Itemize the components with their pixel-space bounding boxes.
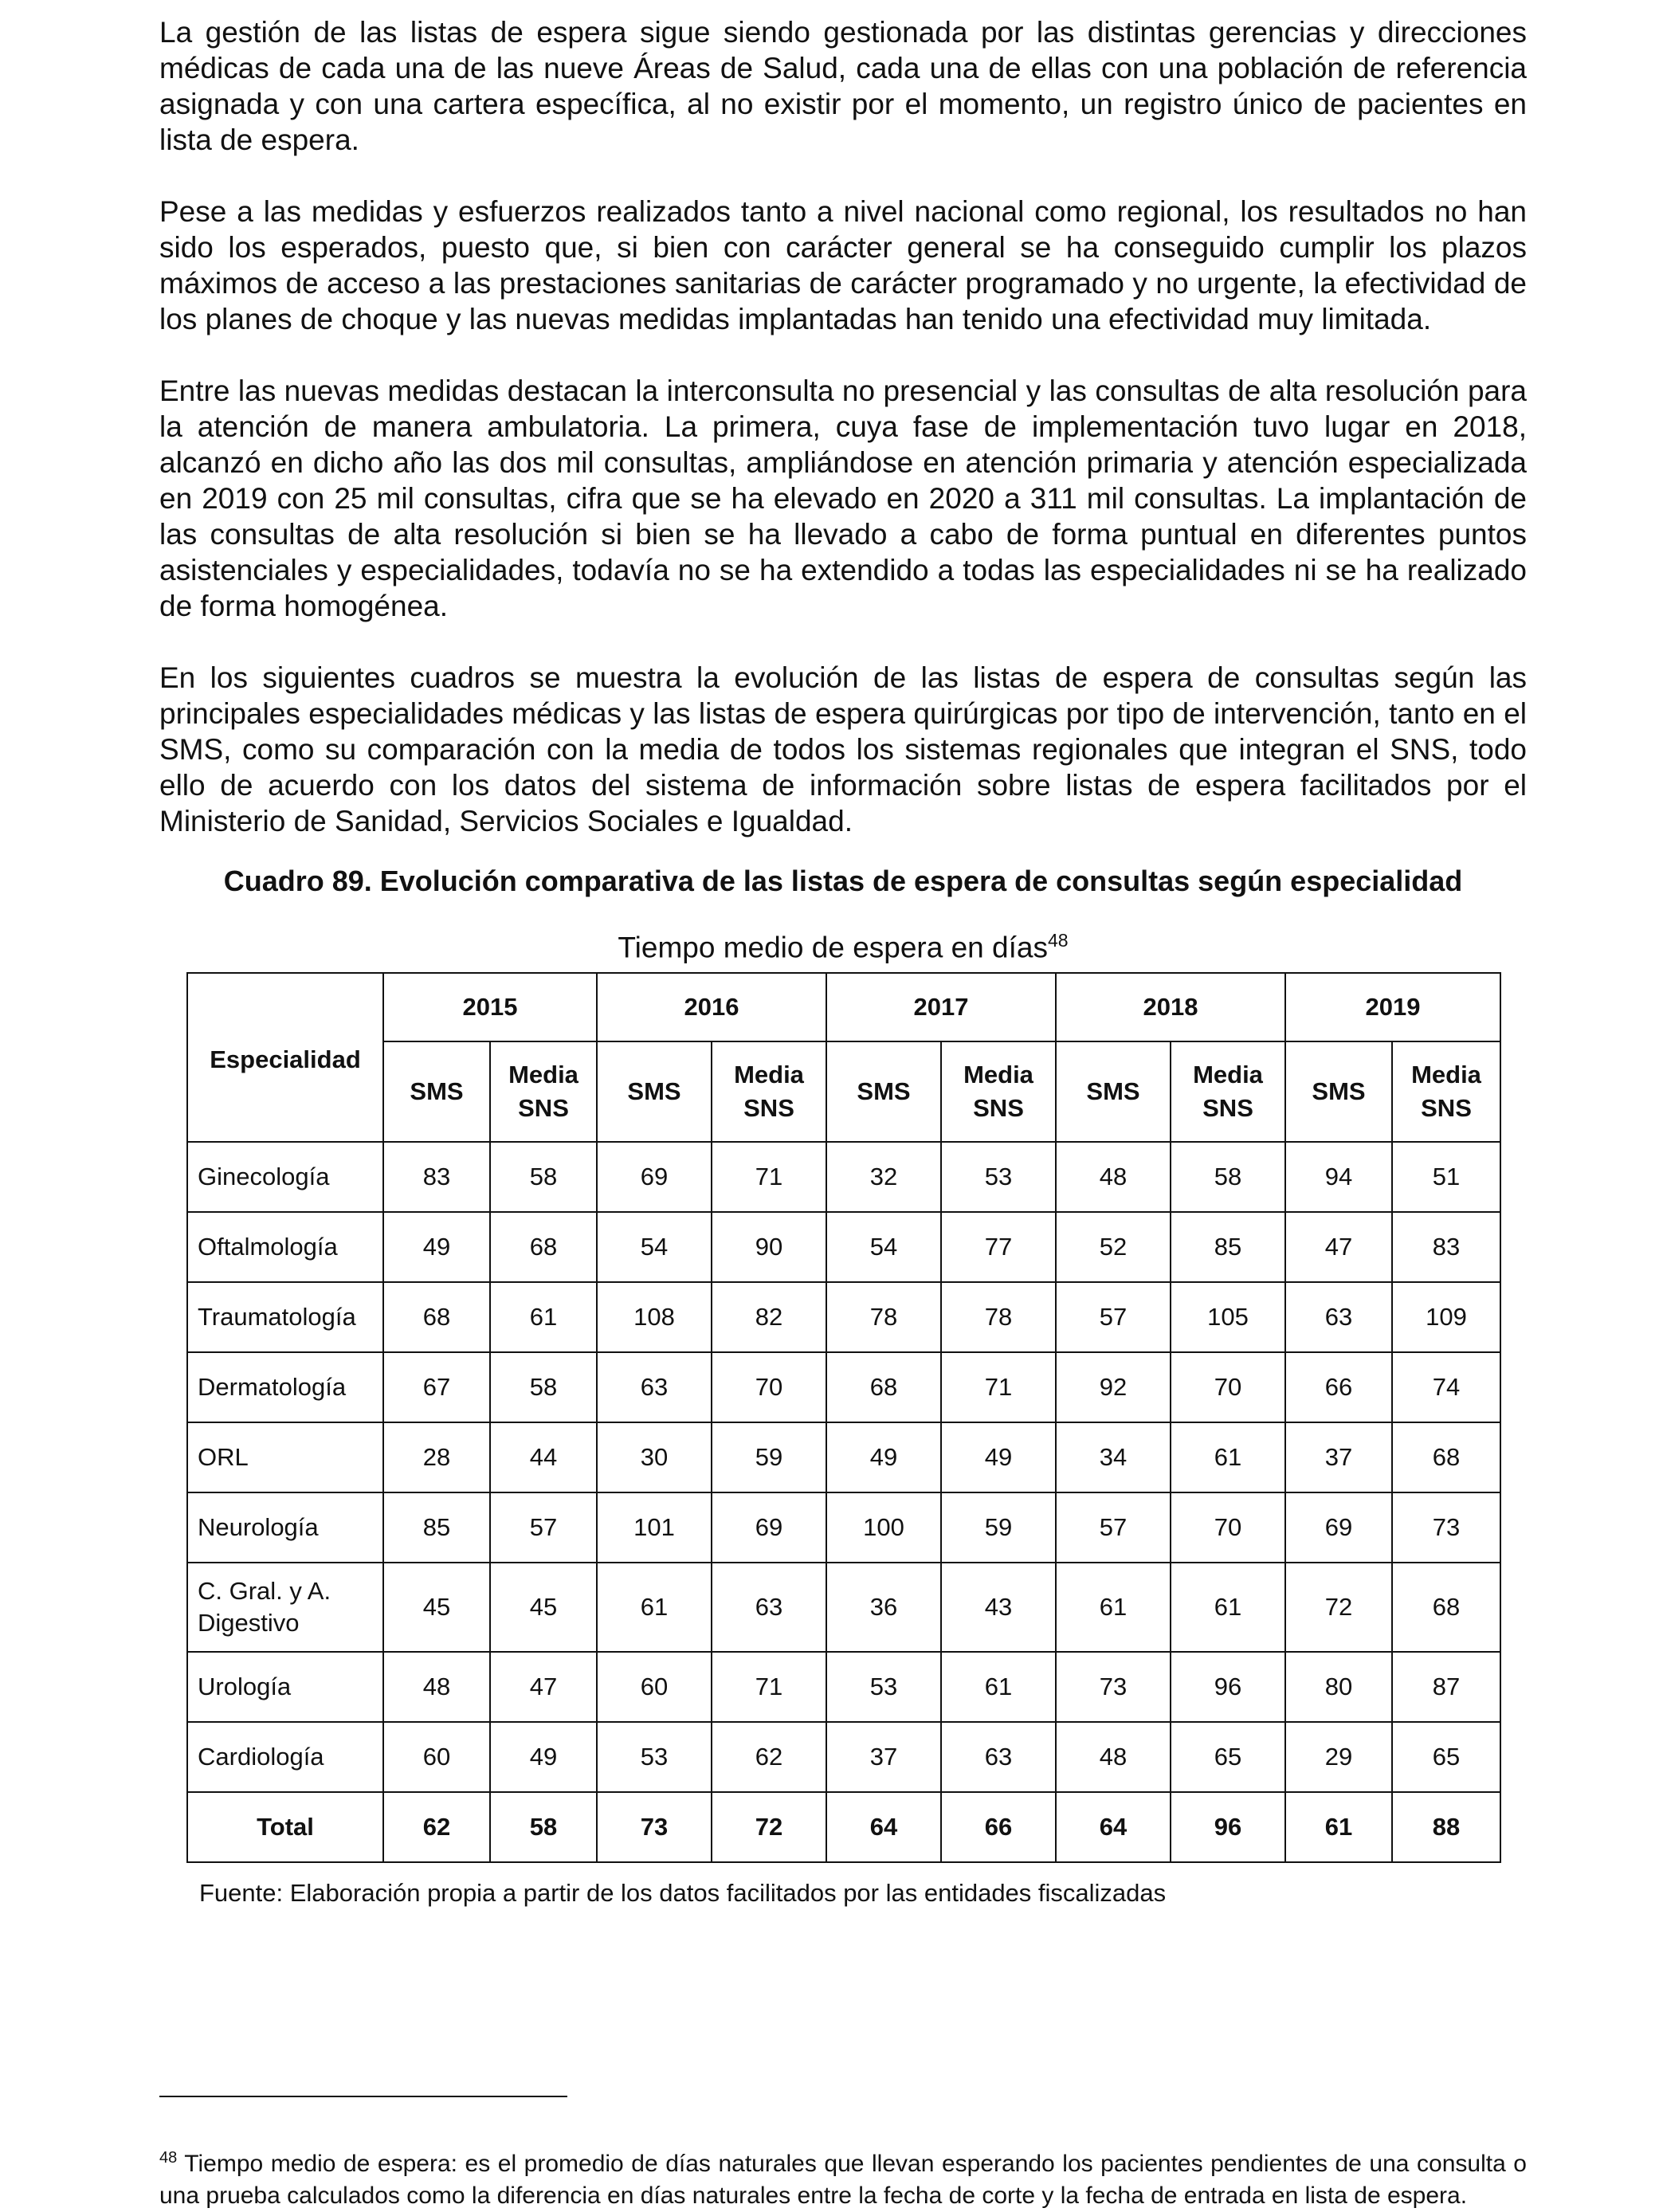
sms-value: 47 xyxy=(1285,1212,1392,1282)
specialty-name xyxy=(187,1352,383,1422)
sms-value: 60 xyxy=(383,1722,490,1792)
sms-header: SMS xyxy=(597,1041,712,1142)
media-sns-value: 74 xyxy=(1392,1352,1500,1422)
specialty-name xyxy=(187,1282,383,1352)
media-sns-value: 59 xyxy=(712,1422,826,1492)
specialty-name xyxy=(187,1142,383,1212)
sms-value: 108 xyxy=(597,1282,712,1352)
year-header: 2015 xyxy=(383,973,597,1041)
sms-value: 63 xyxy=(1285,1282,1392,1352)
sms-header: SMS xyxy=(1285,1041,1392,1142)
sms-value: 37 xyxy=(1285,1422,1392,1492)
media-sns-header xyxy=(712,1041,826,1142)
paragraph-1: La gestión de las listas de espera sigue siendo gestionada por las distintas gerencias y direcciones médicas de cada una de las nueve Áreas de Salud, cada una de ellas con una población de referencia asignada y con una cartera específica, al no existir por el momento, un registro único de pacientes en lista de espera. xyxy=(159,16,1527,156)
media-sns-value: 66 xyxy=(941,1792,1056,1862)
sns-label: SNS xyxy=(743,1094,794,1123)
sms-value: 64 xyxy=(1056,1792,1171,1862)
sms-value: 48 xyxy=(383,1652,490,1722)
specialty-label: Oftalmología xyxy=(198,1233,338,1261)
media-sns-value: 58 xyxy=(490,1142,597,1212)
paragraph-3: Entre las nuevas medidas destacan la interconsulta no presencial y las consultas de alta resolución para la atención de manera ambulatoria. La primera, cuya fase de implementación tuvo lugar en 2018, alcanzó en dicho año las dos mil consultas, ampliándose en atención primaria y atención especializada en 2019 con 25 mil consultas, cifra que se ha elevado en 2020 a 311 mil consultas. La implantación de las consultas de alta resolución si bien se ha llevado a cabo de forma puntual en diferentes puntos asistenciales y especialidades, todavía no se ha extendido a todas las especialidades ni se ha realizado de forma homogénea. xyxy=(159,375,1527,622)
sms-value: 73 xyxy=(597,1792,712,1862)
table-row xyxy=(187,1722,1500,1792)
media-sns-value: 47 xyxy=(490,1652,597,1722)
document-page xyxy=(159,14,1527,1908)
sms-value: 61 xyxy=(1056,1563,1171,1652)
sms-value: 30 xyxy=(597,1422,712,1492)
sms-value: 37 xyxy=(826,1722,941,1792)
sms-value: 60 xyxy=(597,1652,712,1722)
table-row xyxy=(187,1492,1500,1563)
media-sns-value: 72 xyxy=(712,1792,826,1862)
sms-value: 66 xyxy=(1285,1352,1392,1422)
media-sns-value: 105 xyxy=(1171,1282,1285,1352)
sms-value: 69 xyxy=(597,1142,712,1212)
sns-label: SNS xyxy=(1202,1094,1253,1123)
footnote-number: 48 xyxy=(159,2149,178,2167)
specialty-label: Neurología xyxy=(198,1513,319,1542)
media-sns-value: 70 xyxy=(712,1352,826,1422)
media-sns-header xyxy=(1171,1041,1285,1142)
media-sns-value: 68 xyxy=(1392,1563,1500,1652)
specialty-label: ORL xyxy=(198,1443,249,1472)
sms-value: 53 xyxy=(597,1722,712,1792)
media-sns-value: 61 xyxy=(1171,1563,1285,1652)
sms-value: 69 xyxy=(1285,1492,1392,1563)
sms-value: 49 xyxy=(826,1422,941,1492)
media-sns-value: 88 xyxy=(1392,1792,1500,1862)
year-header: 2016 xyxy=(597,973,826,1041)
media-sns-value: 65 xyxy=(1392,1722,1500,1792)
media-sns-value: 77 xyxy=(941,1212,1056,1282)
sms-value: 101 xyxy=(597,1492,712,1563)
sms-value: 54 xyxy=(826,1212,941,1282)
specialty-label: Total xyxy=(257,1813,314,1841)
media-sns-value: 45 xyxy=(490,1563,597,1652)
media-sns-header xyxy=(490,1041,597,1142)
sms-value: 29 xyxy=(1285,1722,1392,1792)
sms-value: 61 xyxy=(1285,1792,1392,1862)
sms-value: 94 xyxy=(1285,1142,1392,1212)
sms-value: 85 xyxy=(383,1492,490,1563)
sms-value: 45 xyxy=(383,1563,490,1652)
media-sns-value: 71 xyxy=(712,1652,826,1722)
media-sns-value: 70 xyxy=(1171,1492,1285,1563)
sms-value: 83 xyxy=(383,1142,490,1212)
sms-value: 53 xyxy=(826,1652,941,1722)
specialty-name xyxy=(187,1722,383,1792)
year-header: 2017 xyxy=(826,973,1056,1041)
media-sns-value: 58 xyxy=(490,1352,597,1422)
specialty-label: Cardiología xyxy=(198,1743,324,1771)
media-sns-value: 71 xyxy=(941,1352,1056,1422)
sns-label: SNS xyxy=(973,1094,1024,1123)
media-sns-value: 63 xyxy=(941,1722,1056,1792)
media-sns-value: 96 xyxy=(1171,1792,1285,1862)
total-row xyxy=(187,1792,1500,1862)
sms-value: 63 xyxy=(597,1352,712,1422)
media-label: Media xyxy=(734,1061,804,1089)
sms-value: 32 xyxy=(826,1142,941,1212)
specialty-name xyxy=(187,1422,383,1492)
year-header: 2019 xyxy=(1285,973,1500,1041)
sms-header: SMS xyxy=(1056,1041,1171,1142)
specialty-label: Dermatología xyxy=(198,1373,347,1402)
sns-label: SNS xyxy=(518,1094,569,1123)
specialty-label: Ginecología xyxy=(198,1163,330,1191)
sms-value: 92 xyxy=(1056,1352,1171,1422)
table-caption: Cuadro 89. Evolución comparativa de las listas de espera de consultas según especialidad xyxy=(223,865,1463,897)
media-sns-value: 87 xyxy=(1392,1652,1500,1722)
year-header: 2018 xyxy=(1056,973,1285,1041)
media-label: Media xyxy=(1193,1061,1263,1089)
sms-value: 28 xyxy=(383,1422,490,1492)
sms-value: 54 xyxy=(597,1212,712,1282)
media-sns-value: 43 xyxy=(941,1563,1056,1652)
media-sns-value: 59 xyxy=(941,1492,1056,1563)
sms-value: 34 xyxy=(1056,1422,1171,1492)
footnote-separator xyxy=(159,2096,567,2097)
media-sns-value: 63 xyxy=(712,1563,826,1652)
specialty-label: C. Gral. y A. xyxy=(198,1577,331,1606)
waiting-list-table xyxy=(186,972,1501,1863)
specialty-label: Urología xyxy=(198,1673,292,1701)
media-sns-value: 69 xyxy=(712,1492,826,1563)
footnote-reference: 48 xyxy=(1047,930,1069,951)
table-body xyxy=(187,1142,1500,1862)
sms-value: 80 xyxy=(1285,1652,1392,1722)
sms-value: 62 xyxy=(383,1792,490,1862)
sms-value: 48 xyxy=(1056,1142,1171,1212)
specialty-name xyxy=(187,1652,383,1722)
sms-value: 57 xyxy=(1056,1282,1171,1352)
table-row xyxy=(187,1652,1500,1722)
sms-value: 61 xyxy=(597,1563,712,1652)
media-sns-value: 82 xyxy=(712,1282,826,1352)
media-sns-header xyxy=(941,1041,1056,1142)
media-sns-value: 53 xyxy=(941,1142,1056,1212)
media-label: Media xyxy=(508,1061,578,1089)
table-row xyxy=(187,1142,1500,1212)
media-sns-header xyxy=(1392,1041,1500,1142)
media-sns-value: 61 xyxy=(941,1652,1056,1722)
table-subtitle-text: Tiempo medio de espera en días xyxy=(618,931,1048,964)
paragraph-4: En los siguientes cuadros se muestra la evolución de las listas de espera de consultas según las principales especialidades médicas y las listas de espera quirúrgicas por tipo de intervención, tanto en el SMS, como su comparación con la media de todos los sistemas regionales que integran el SNS, todo ello de acuerdo con los datos del sistema de información sobre listas de espera facilitados por el Ministerio de Sanidad, Servicios Sociales e Igualdad. xyxy=(159,661,1527,837)
media-sns-value: 68 xyxy=(1392,1422,1500,1492)
media-label: Media xyxy=(963,1061,1033,1089)
sms-value: 68 xyxy=(383,1282,490,1352)
media-sns-value: 65 xyxy=(1171,1722,1285,1792)
specialty-name xyxy=(187,1563,383,1652)
media-sns-value: 58 xyxy=(490,1792,597,1862)
sms-value: 67 xyxy=(383,1352,490,1422)
sms-value: 36 xyxy=(826,1563,941,1652)
sms-value: 52 xyxy=(1056,1212,1171,1282)
media-sns-value: 57 xyxy=(490,1492,597,1563)
table-row xyxy=(187,1422,1500,1492)
media-sns-value: 49 xyxy=(490,1722,597,1792)
media-sns-value: 85 xyxy=(1171,1212,1285,1282)
table-row xyxy=(187,1282,1500,1352)
media-sns-value: 83 xyxy=(1392,1212,1500,1282)
media-sns-value: 61 xyxy=(490,1282,597,1352)
media-sns-value: 62 xyxy=(712,1722,826,1792)
table-source: Fuente: Elaboración propia a partir de los datos facilitados por las entidades fiscalizadas xyxy=(199,1879,1167,1908)
sms-value: 100 xyxy=(826,1492,941,1563)
media-sns-value: 44 xyxy=(490,1422,597,1492)
table-row xyxy=(187,1563,1500,1652)
media-sns-value: 90 xyxy=(712,1212,826,1282)
media-sns-value: 73 xyxy=(1392,1492,1500,1563)
table-row xyxy=(187,1352,1500,1422)
sms-value: 49 xyxy=(383,1212,490,1282)
media-label: Media xyxy=(1411,1061,1481,1089)
footnote-text: Tiempo medio de espera: es el promedio de días naturales que llevan esperando los pacientes pendientes de una consulta o una prueba calculados como la diferencia en días naturales entre la fecha de corte y la fecha de entrada en lista de espera. xyxy=(159,2151,1527,2209)
media-sns-value: 96 xyxy=(1171,1652,1285,1722)
sms-header: SMS xyxy=(826,1041,941,1142)
specialty-header: Especialidad xyxy=(187,973,383,1142)
sms-value: 48 xyxy=(1056,1722,1171,1792)
media-sns-value: 68 xyxy=(490,1212,597,1282)
specialty-label-line2: Digestivo xyxy=(198,1609,300,1637)
media-sns-value: 49 xyxy=(941,1422,1056,1492)
sub-header-row xyxy=(187,1041,1500,1142)
specialty-name xyxy=(187,1212,383,1282)
sns-label: SNS xyxy=(1421,1094,1472,1123)
specialty-name xyxy=(187,1792,383,1862)
media-sns-value: 61 xyxy=(1171,1422,1285,1492)
sms-value: 68 xyxy=(826,1352,941,1422)
sms-value: 78 xyxy=(826,1282,941,1352)
sms-value: 73 xyxy=(1056,1652,1171,1722)
sms-value: 57 xyxy=(1056,1492,1171,1563)
media-sns-value: 71 xyxy=(712,1142,826,1212)
specialty-label: Traumatología xyxy=(198,1303,356,1332)
media-sns-value: 58 xyxy=(1171,1142,1285,1212)
sms-value: 64 xyxy=(826,1792,941,1862)
table-subtitle xyxy=(159,922,1527,966)
media-sns-value: 70 xyxy=(1171,1352,1285,1422)
paragraph-2: Pese a las medidas y esfuerzos realizados tanto a nivel nacional como regional, los resultados no han sido los esperados, puesto que, si bien con carácter general se ha conseguido cumplir los plazos máximos de acceso a las prestaciones sanitarias de carácter programado y no urgente, la efectividad de los planes de choque y las nuevas medidas implantadas han tenido una efectividad muy limitada. xyxy=(159,195,1527,335)
media-sns-value: 78 xyxy=(941,1282,1056,1352)
footnote xyxy=(159,2142,1527,2212)
specialty-name xyxy=(187,1492,383,1563)
media-sns-value: 51 xyxy=(1392,1142,1500,1212)
sms-value: 72 xyxy=(1285,1563,1392,1652)
sms-header: SMS xyxy=(383,1041,490,1142)
table-row xyxy=(187,1212,1500,1282)
media-sns-value: 109 xyxy=(1392,1282,1500,1352)
year-header-row xyxy=(187,973,1500,1041)
